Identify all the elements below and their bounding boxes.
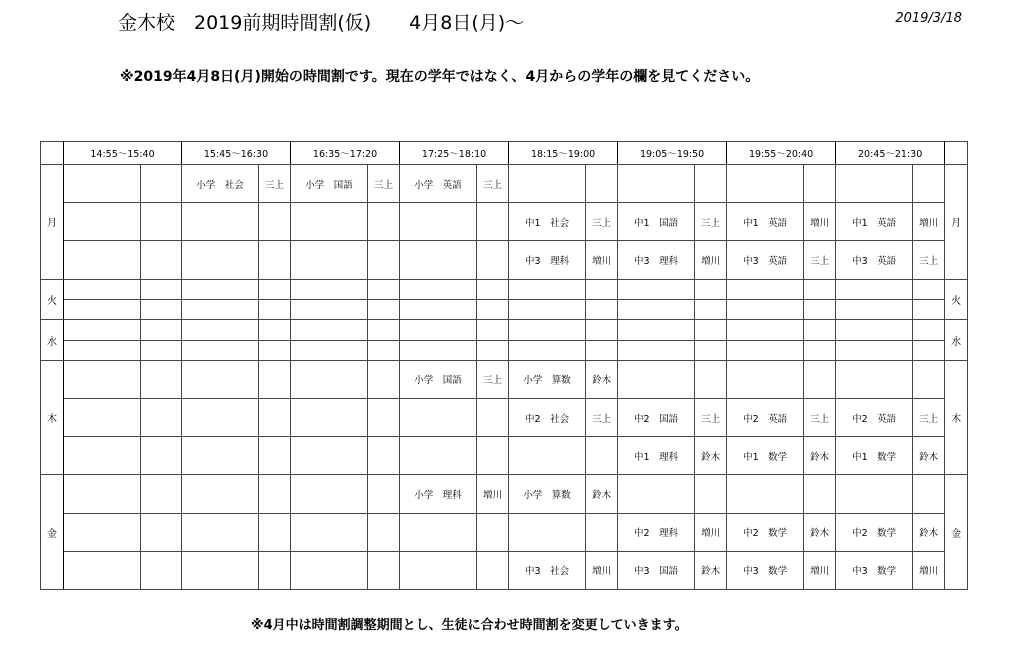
schedule-row: [41, 513, 968, 551]
class-teacher: [804, 475, 836, 513]
class-teacher: [913, 475, 945, 513]
class-subject: [618, 299, 695, 319]
class-teacher: [259, 299, 291, 319]
class-teacher: [259, 475, 291, 513]
class-teacher: 鈴木: [913, 513, 945, 551]
day-label-left: 月: [41, 165, 64, 280]
class-teacher: [695, 475, 727, 513]
day-label-right: 金: [945, 475, 968, 590]
class-subject: [291, 279, 368, 299]
class-subject: 中3 社会: [509, 551, 586, 589]
class-subject: [291, 437, 368, 475]
class-subject: [618, 165, 695, 203]
class-subject: 中3 英語: [727, 241, 804, 279]
day-label-right: 木: [945, 360, 968, 475]
class-teacher: [259, 513, 291, 551]
class-subject: [182, 279, 259, 299]
class-teacher: [695, 165, 727, 203]
class-teacher: 増川: [804, 551, 836, 589]
class-teacher: [586, 299, 618, 319]
class-teacher: [477, 340, 509, 360]
class-subject: [400, 299, 477, 319]
class-teacher: [695, 360, 727, 398]
class-subject: 小学 社会: [182, 165, 259, 203]
class-subject: [836, 320, 913, 340]
class-teacher: [804, 320, 836, 340]
time-slot-header: 18:15～19:00: [509, 142, 618, 165]
class-teacher: [586, 320, 618, 340]
class-teacher: 三上: [586, 203, 618, 241]
class-teacher: [368, 320, 400, 340]
class-teacher: 三上: [804, 241, 836, 279]
class-subject: 中1 社会: [509, 203, 586, 241]
class-subject: [291, 340, 368, 360]
class-subject: [64, 437, 141, 475]
class-teacher: 鈴木: [586, 360, 618, 398]
class-teacher: [804, 279, 836, 299]
class-subject: 中1 数学: [727, 437, 804, 475]
class-subject: [400, 203, 477, 241]
class-subject: [400, 279, 477, 299]
class-teacher: [368, 437, 400, 475]
schedule-notice: ※2019年4月8日(月)開始の時間割です。現在の学年ではなく、4月からの学年の欄を見てください。: [120, 69, 760, 85]
schedule-row: [41, 399, 968, 437]
schedule-row: [41, 299, 968, 319]
class-subject: 中2 数学: [727, 513, 804, 551]
class-teacher: [477, 241, 509, 279]
class-teacher: [477, 513, 509, 551]
class-teacher: [804, 360, 836, 398]
time-slot-header: 17:25～18:10: [400, 142, 509, 165]
class-teacher: [259, 320, 291, 340]
class-teacher: 三上: [477, 360, 509, 398]
class-subject: [836, 165, 913, 203]
class-teacher: 三上: [695, 399, 727, 437]
schedule-row: [41, 279, 968, 299]
class-teacher: [141, 165, 182, 203]
class-teacher: [141, 475, 182, 513]
class-subject: 中3 国語: [618, 551, 695, 589]
class-subject: 中3 数学: [727, 551, 804, 589]
day-label-left: 水: [41, 320, 64, 361]
class-teacher: 三上: [913, 399, 945, 437]
class-subject: [291, 360, 368, 398]
class-subject: 小学 算数: [509, 360, 586, 398]
class-teacher: [141, 241, 182, 279]
class-teacher: [141, 279, 182, 299]
class-subject: [509, 437, 586, 475]
class-teacher: [141, 551, 182, 589]
day-label-right: 月: [945, 165, 968, 280]
class-subject: [509, 513, 586, 551]
class-teacher: [368, 551, 400, 589]
time-slot-header: 14:55～15:40: [64, 142, 182, 165]
class-teacher: [259, 360, 291, 398]
class-subject: [400, 320, 477, 340]
class-teacher: 増川: [913, 203, 945, 241]
class-subject: [400, 513, 477, 551]
class-teacher: [368, 475, 400, 513]
class-teacher: [259, 399, 291, 437]
class-teacher: [804, 299, 836, 319]
class-teacher: [368, 360, 400, 398]
class-subject: [64, 475, 141, 513]
class-subject: [182, 299, 259, 319]
class-teacher: [368, 399, 400, 437]
schedule-row: [41, 475, 968, 513]
class-subject: [727, 165, 804, 203]
timetable: [40, 141, 968, 590]
class-teacher: [368, 241, 400, 279]
time-slot-header: 16:35～17:20: [291, 142, 400, 165]
class-teacher: [259, 437, 291, 475]
class-subject: [509, 279, 586, 299]
class-subject: 小学 算数: [509, 475, 586, 513]
class-teacher: [477, 437, 509, 475]
schedule-row: [41, 320, 968, 340]
class-subject: 中2 英語: [836, 399, 913, 437]
class-subject: [836, 279, 913, 299]
class-subject: 中1 英語: [836, 203, 913, 241]
class-subject: [182, 399, 259, 437]
time-slot-header: 15:45～16:30: [182, 142, 291, 165]
class-teacher: 増川: [477, 475, 509, 513]
class-subject: 中3 理科: [509, 241, 586, 279]
class-teacher: [586, 513, 618, 551]
day-label-right: 水: [945, 320, 968, 361]
class-subject: 中3 数学: [836, 551, 913, 589]
class-subject: 中1 理科: [618, 437, 695, 475]
class-teacher: [477, 279, 509, 299]
class-subject: [727, 279, 804, 299]
class-subject: 中1 数学: [836, 437, 913, 475]
class-subject: [64, 399, 141, 437]
class-subject: 中2 社会: [509, 399, 586, 437]
class-teacher: 三上: [259, 165, 291, 203]
class-subject: [727, 299, 804, 319]
footer-note: ※4月中は時間割調整期間とし、生徒に合わせ時間割を変更していきます。: [251, 618, 688, 633]
class-teacher: [477, 203, 509, 241]
class-teacher: [259, 340, 291, 360]
class-subject: 中2 数学: [836, 513, 913, 551]
time-slot-header: 19:05～19:50: [618, 142, 727, 165]
class-teacher: [695, 320, 727, 340]
class-subject: [400, 399, 477, 437]
class-teacher: [141, 437, 182, 475]
class-teacher: [695, 299, 727, 319]
class-teacher: [477, 299, 509, 319]
class-teacher: [804, 340, 836, 360]
class-subject: [64, 279, 141, 299]
class-subject: [182, 437, 259, 475]
class-subject: [618, 475, 695, 513]
class-teacher: [141, 513, 182, 551]
class-teacher: 三上: [695, 203, 727, 241]
class-subject: [182, 203, 259, 241]
class-subject: [291, 551, 368, 589]
time-slot-header: 20:45～21:30: [836, 142, 945, 165]
class-subject: [727, 475, 804, 513]
class-teacher: 鈴木: [586, 475, 618, 513]
time-slot-header: 19:55～20:40: [727, 142, 836, 165]
class-subject: [182, 340, 259, 360]
class-teacher: [368, 340, 400, 360]
class-subject: [400, 437, 477, 475]
class-subject: [509, 340, 586, 360]
class-subject: [291, 299, 368, 319]
schedule-row: [41, 551, 968, 589]
schedule-row: [41, 360, 968, 398]
class-subject: [509, 299, 586, 319]
class-teacher: [368, 299, 400, 319]
schedule-row: [41, 165, 968, 203]
class-subject: 中3 英語: [836, 241, 913, 279]
class-subject: [509, 320, 586, 340]
class-teacher: 増川: [804, 203, 836, 241]
class-teacher: [913, 279, 945, 299]
class-subject: 中3 理科: [618, 241, 695, 279]
class-subject: [836, 340, 913, 360]
class-teacher: [141, 399, 182, 437]
class-subject: [64, 299, 141, 319]
class-teacher: [586, 279, 618, 299]
class-subject: [64, 203, 141, 241]
class-subject: [64, 360, 141, 398]
header-row: [41, 142, 968, 165]
class-teacher: [259, 241, 291, 279]
class-subject: [400, 241, 477, 279]
class-teacher: [141, 340, 182, 360]
class-teacher: [586, 165, 618, 203]
class-subject: [64, 551, 141, 589]
class-subject: [182, 320, 259, 340]
class-teacher: 増川: [913, 551, 945, 589]
class-teacher: [477, 320, 509, 340]
page-title: 金木校 2019前期時間割(仮) 4月8日(月)～: [118, 12, 525, 34]
class-subject: [509, 165, 586, 203]
class-subject: [182, 551, 259, 589]
class-subject: 中1 英語: [727, 203, 804, 241]
class-subject: 中2 理科: [618, 513, 695, 551]
class-teacher: 鈴木: [695, 437, 727, 475]
class-teacher: [586, 437, 618, 475]
corner-cell: [41, 142, 64, 165]
class-subject: [727, 360, 804, 398]
class-teacher: 三上: [913, 241, 945, 279]
class-subject: [182, 475, 259, 513]
class-teacher: 鈴木: [804, 513, 836, 551]
class-teacher: [586, 340, 618, 360]
schedule-row: [41, 437, 968, 475]
class-teacher: 三上: [477, 165, 509, 203]
class-subject: [64, 241, 141, 279]
day-label-left: 木: [41, 360, 64, 475]
class-subject: 中2 国語: [618, 399, 695, 437]
class-teacher: 三上: [586, 399, 618, 437]
class-subject: [291, 475, 368, 513]
class-subject: [727, 320, 804, 340]
schedule-row: [41, 241, 968, 279]
class-subject: 小学 英語: [400, 165, 477, 203]
class-teacher: 増川: [695, 513, 727, 551]
day-label-left: 金: [41, 475, 64, 590]
class-subject: [836, 475, 913, 513]
class-teacher: [913, 165, 945, 203]
class-subject: [64, 165, 141, 203]
class-teacher: [259, 279, 291, 299]
class-teacher: 三上: [804, 399, 836, 437]
day-label-left: 火: [41, 279, 64, 320]
class-subject: [618, 279, 695, 299]
class-subject: 中1 国語: [618, 203, 695, 241]
class-teacher: 鈴木: [695, 551, 727, 589]
class-teacher: [368, 513, 400, 551]
class-teacher: [695, 279, 727, 299]
class-subject: [291, 513, 368, 551]
class-teacher: [141, 320, 182, 340]
class-teacher: [141, 360, 182, 398]
class-teacher: [913, 320, 945, 340]
class-subject: [618, 320, 695, 340]
class-subject: [400, 340, 477, 360]
class-subject: 小学 国語: [400, 360, 477, 398]
class-teacher: [368, 203, 400, 241]
class-subject: [618, 340, 695, 360]
class-subject: [64, 340, 141, 360]
day-label-right: 火: [945, 279, 968, 320]
class-teacher: [913, 360, 945, 398]
class-subject: [291, 320, 368, 340]
document-date: 2019/3/18: [895, 11, 962, 26]
corner-cell: [945, 142, 968, 165]
class-teacher: [913, 299, 945, 319]
class-teacher: [259, 551, 291, 589]
class-teacher: 増川: [586, 241, 618, 279]
class-subject: [182, 513, 259, 551]
class-teacher: [804, 165, 836, 203]
class-teacher: 鈴木: [913, 437, 945, 475]
class-teacher: [368, 279, 400, 299]
class-subject: 小学 理科: [400, 475, 477, 513]
class-teacher: 増川: [695, 241, 727, 279]
schedule-row: [41, 340, 968, 360]
class-teacher: 増川: [586, 551, 618, 589]
class-subject: [291, 241, 368, 279]
class-subject: 中2 英語: [727, 399, 804, 437]
class-subject: [64, 513, 141, 551]
class-subject: [64, 320, 141, 340]
class-teacher: 三上: [368, 165, 400, 203]
class-subject: [727, 340, 804, 360]
schedule-row: [41, 203, 968, 241]
class-subject: [182, 360, 259, 398]
class-teacher: [695, 340, 727, 360]
class-subject: 小学 国語: [291, 165, 368, 203]
class-teacher: 鈴木: [804, 437, 836, 475]
class-subject: [182, 241, 259, 279]
class-subject: [291, 203, 368, 241]
class-teacher: [141, 203, 182, 241]
class-teacher: [477, 551, 509, 589]
class-subject: [618, 360, 695, 398]
class-subject: [836, 360, 913, 398]
class-subject: [291, 399, 368, 437]
class-teacher: [477, 399, 509, 437]
class-subject: [400, 551, 477, 589]
class-teacher: [141, 299, 182, 319]
class-teacher: [913, 340, 945, 360]
class-subject: [836, 299, 913, 319]
class-teacher: [259, 203, 291, 241]
